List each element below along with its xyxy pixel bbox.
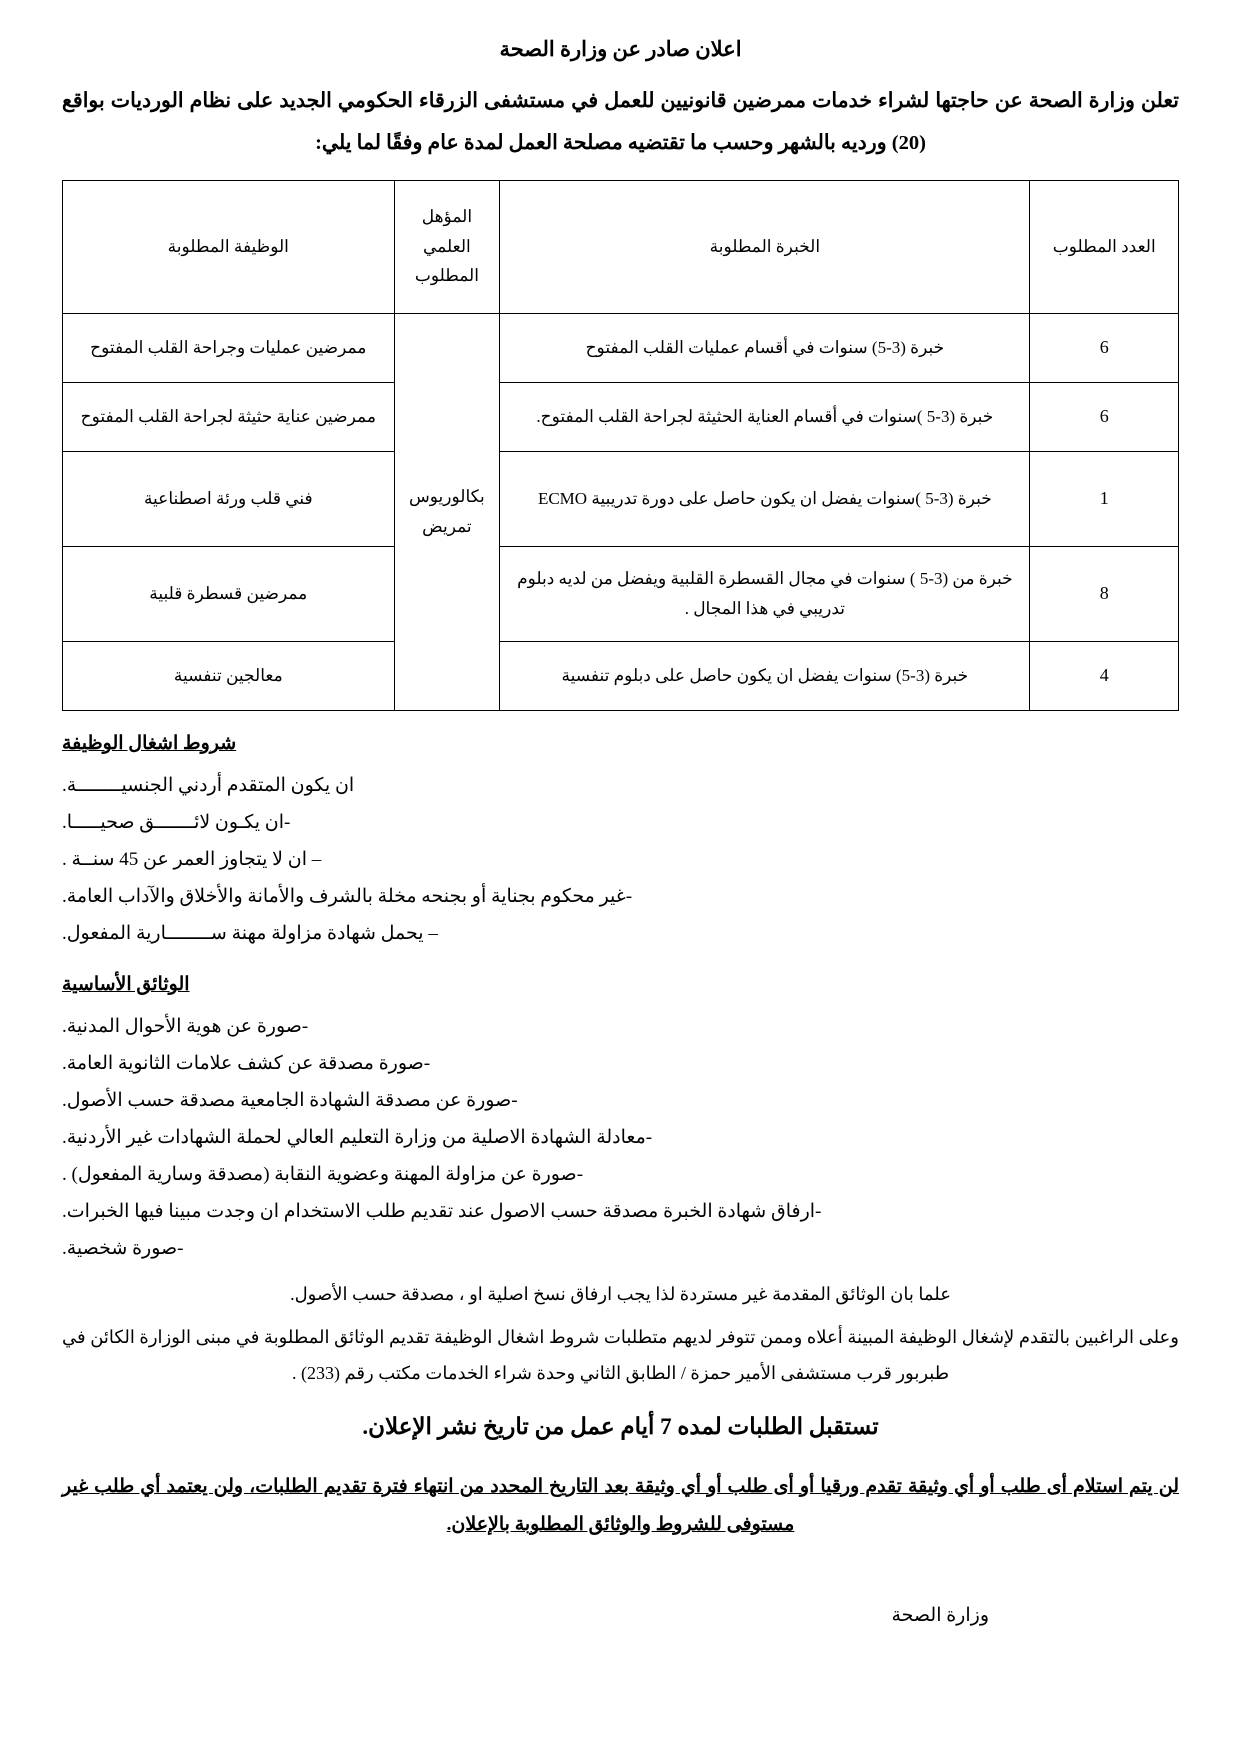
cell-count: 1 <box>1030 451 1179 546</box>
documents-list <box>62 1008 1179 1267</box>
condition-item: -ان يكـون لائـــــــق صحيـــــا. <box>62 811 291 833</box>
header-experience: الخبرة المطلوبة <box>500 180 1030 313</box>
document-item: -ارفاق شهادة الخبرة مصدقة حسب الاصول عند تقديم طلب الاستخدام ان وجدت مبينا فيها الخبرات. <box>62 1201 822 1223</box>
table-row <box>63 641 1179 710</box>
conditions-heading: شروط اشغال الوظيفة <box>62 732 237 754</box>
table-row <box>63 382 1179 451</box>
cell-count: 4 <box>1030 641 1179 710</box>
documents-heading: الوثائق الأساسية <box>62 973 190 995</box>
condition-item: – يحمل شهادة مزاولة مهنة ســــــــارية المفعول. <box>62 922 438 944</box>
document-item: -صورة عن مصدقة الشهادة الجامعية مصدقة حسب الأصول. <box>62 1090 518 1112</box>
cell-experience: خبرة من (3-5 ) سنوات في مجال القسطرة القلبية ويفضل من لديه دبلوم تدريبي في هذا المجال . <box>500 546 1030 641</box>
cell-job: ممرضين عمليات وجراحة القلب المفتوح <box>63 313 395 382</box>
cell-job: فني قلب ورئة اصطناعية <box>63 451 395 546</box>
signature: وزارة الصحة <box>891 1604 989 1626</box>
document-item: -صورة شخصية. <box>62 1238 184 1260</box>
table-row <box>63 451 1179 546</box>
document-item: -صورة عن هوية الأحوال المدنية. <box>62 1016 309 1038</box>
submission-note: وعلى الراغبين بالتقدم لإشغال الوظيفة المبينة أعلاه وممن تتوفر لديهم متطلبات شروط اشغال الوظيفة تقديم الوثائق المطلوبة في مبنى الوزارة الكائن في طبربور قرب مستشفى الأمير حمزة / الطابق الثاني وحدة شراء الخدمات مكتب رقم (233) . <box>62 1326 1179 1383</box>
document-item: -معادلة الشهادة الاصلية من وزارة التعليم العالي لحملة الشهادات غير الأردنية. <box>62 1127 653 1149</box>
cell-job: معالجين تنفسية <box>63 641 395 710</box>
condition-item: ان يكون المتقدم أردني الجنسيــــــــة. <box>62 774 355 796</box>
cell-experience: خبرة (3-5) سنوات في أقسام عمليات القلب المفتوح <box>500 313 1030 382</box>
cell-experience: خبرة (3-5 )سنوات يفضل ان يكون حاصل على دورة تدريبية ECMO <box>500 451 1030 546</box>
cell-job: ممرضين قسطرة قلبية <box>63 546 395 641</box>
cell-count: 6 <box>1030 382 1179 451</box>
header-qualification: المؤهل العلمي المطلوب <box>394 180 500 313</box>
conditions-list <box>62 767 1179 952</box>
page-title: اعلان صادر عن وزارة الصحة <box>499 37 742 61</box>
intro-paragraph: تعلن وزارة الصحة عن حاجتها لشراء خدمات ممرضين قانونيين للعمل في مستشفى الزرقاء الحكومي الجديد على نظام الورديات بواقع (20) ورديه بالشهر وحسب ما تقتضيه مصلحة العمل لمدة عام وفقًا لما يلي: <box>62 89 1179 154</box>
cell-experience: خبرة (3-5 )سنوات في أقسام العناية الحثيثة لجراحة القلب المفتوح. <box>500 382 1030 451</box>
cell-qualification-merged: بكالوريوس تمريض <box>394 313 500 710</box>
table-header <box>63 180 1179 313</box>
document-item: -صورة عن مزاولة المهنة وعضوية النقابة (مصدقة وسارية المفعول) . <box>62 1164 584 1186</box>
cell-job: ممرضين عناية حثيثة لجراحة القلب المفتوح <box>63 382 395 451</box>
document-item: -صورة مصدقة عن كشف علامات الثانوية العامة. <box>62 1053 431 1075</box>
condition-item: – ان لا يتجاوز العمر عن 45 سنــة . <box>62 848 322 870</box>
cell-count: 8 <box>1030 546 1179 641</box>
cell-count: 6 <box>1030 313 1179 382</box>
retention-note: علما بان الوثائق المقدمة غير مستردة لذا يجب ارفاق نسخ اصلية او ، مصدقة حسب الأصول. <box>290 1284 951 1305</box>
table-body <box>63 313 1179 710</box>
deadline-notice: تستقبل الطلبات لمده 7 أيام عمل من تاريخ نشر الإعلان. <box>362 1413 879 1439</box>
header-job: الوظيفة المطلوبة <box>63 180 395 313</box>
cell-experience: خبرة (3-5) سنوات يفضل ان يكون حاصل على دبلوم تنفسية <box>500 641 1030 710</box>
condition-item: -غير محكوم بجناية أو بجنحه مخلة بالشرف والأمانة والأخلاق والآداب العامة. <box>62 885 633 907</box>
table-row <box>63 546 1179 641</box>
table-header-row <box>63 180 1179 313</box>
jobs-table <box>62 180 1179 711</box>
header-count: العدد المطلوب <box>1030 180 1179 313</box>
table-row <box>63 313 1179 382</box>
warning-notice: لن يتم استلام أى طلب أو أي وثيقة تقدم ورقيا أو أى طلب أو أي وثيقة بعد التاريخ المحدد من انتهاء فترة تقديم الطلبات، ولن يعتمد أي طلب غير مستوفى للشروط والوثائق المطلوبة بالإعلان. <box>62 1475 1179 1535</box>
